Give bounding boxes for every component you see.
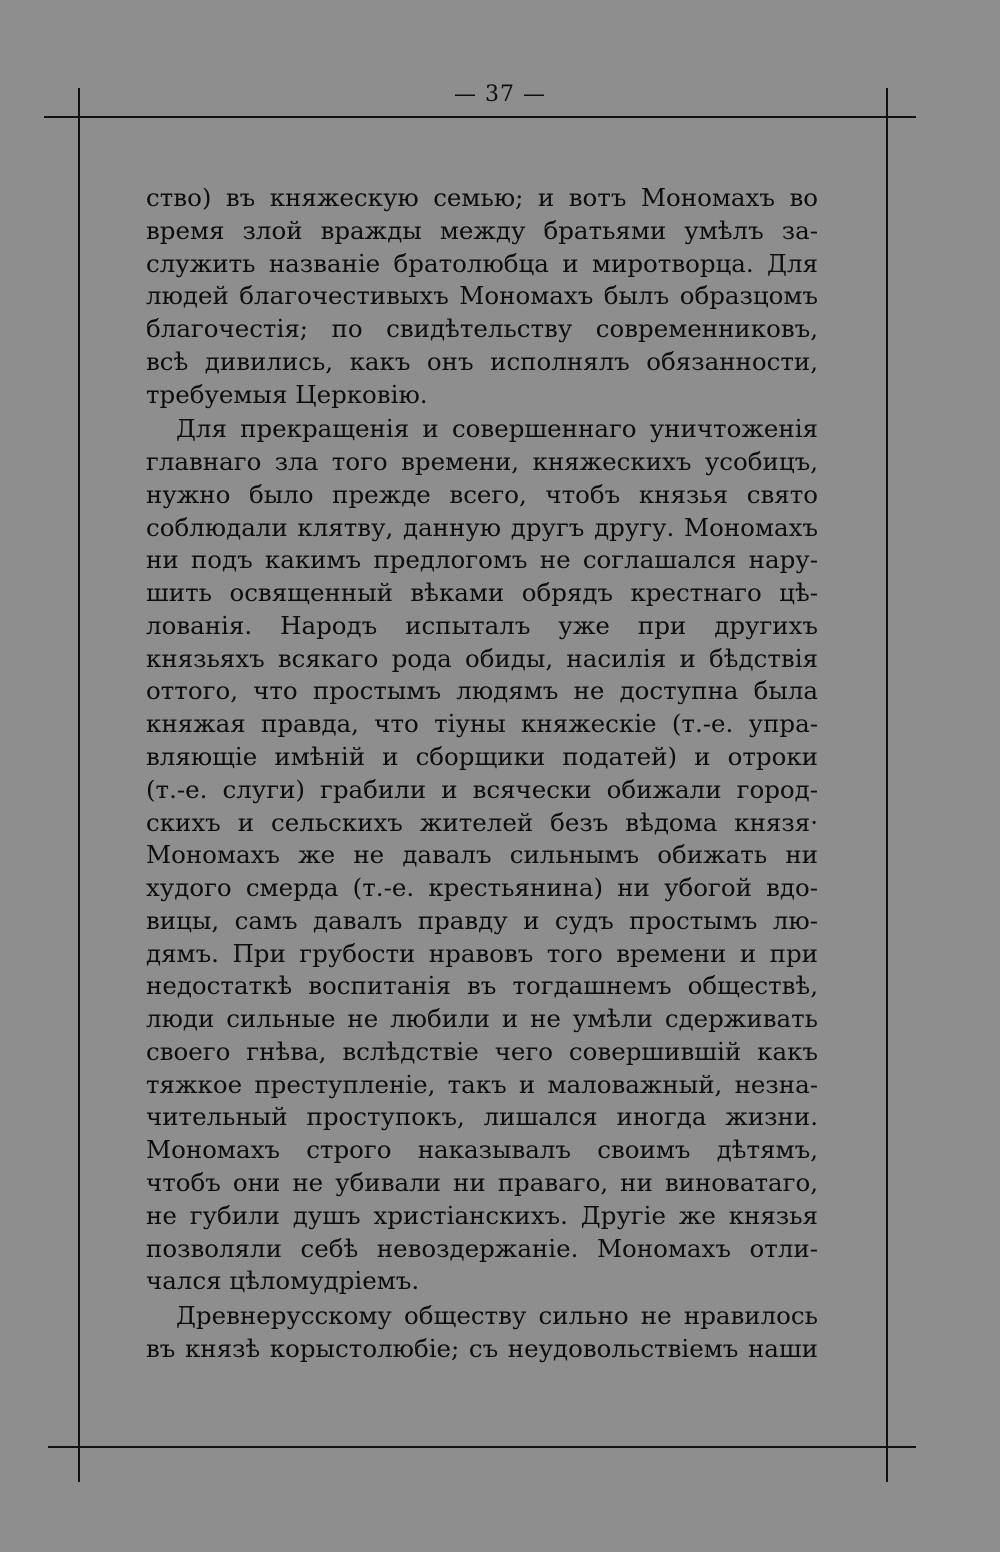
text-line: чался цѣломудріемъ. bbox=[146, 1266, 420, 1296]
text-line: недостаткѣ воспитанія въ тогдашнемъ обществѣ, bbox=[146, 971, 818, 1001]
text-line: ни подъ какимъ предлогомъ не соглашался нару- bbox=[146, 545, 818, 575]
text-line: шить освященный вѣками обрядъ крестнаго цѣ- bbox=[146, 578, 818, 608]
header-rule bbox=[44, 116, 916, 118]
text-line: вляющіе имѣній и сборщики податей) и отроки bbox=[146, 742, 818, 772]
text-line: чтобъ они не убивали ни праваго, ни виноватаго, bbox=[146, 1167, 818, 1197]
text-line: дямъ. При грубости нравовъ того времени и при bbox=[146, 938, 818, 968]
text-line: Для прекращенія и совершеннаго уничтоженія bbox=[176, 414, 818, 444]
text-line: скихъ и сельскихъ жителей безъ вѣдома князя· bbox=[146, 807, 818, 837]
text-line: (т.-е. слуги) грабили и всячески обижали город- bbox=[146, 774, 818, 804]
text-line: худого смерда (т.-е. крестьянина) ни убогой вдо- bbox=[146, 873, 818, 903]
text-line: время злой вражды между братьями умѣлъ за- bbox=[146, 215, 818, 245]
text-line: люди сильные не любили и не умѣли сдерживать bbox=[146, 1004, 818, 1034]
text-line: въ князѣ корыстолюбіе; съ неудовольствіемъ наши bbox=[146, 1333, 818, 1363]
text-line: нужно было прежде всего, чтобъ князья свято bbox=[146, 479, 818, 509]
text-line: лованія. Народъ испыталъ уже при другихъ bbox=[146, 610, 818, 640]
text-line: своего гнѣва, вслѣдствіе чего совершившій какъ bbox=[146, 1036, 818, 1066]
text-line: людей благочестивыхъ Мономахъ былъ образцомъ bbox=[146, 281, 818, 311]
text-line: благочестія; по свидѣтельству современниковъ, bbox=[146, 314, 818, 344]
text-line: тяжкое преступленіе, такъ и маловажный, незна- bbox=[146, 1069, 818, 1099]
text-line: соблюдали клятву, данную другъ другу. Мономахъ bbox=[146, 512, 818, 542]
text-line: главнаго зла того времени, княжескихъ усобицъ, bbox=[146, 447, 818, 477]
text-line: Древнерусскому обществу сильно не нравилось bbox=[176, 1301, 818, 1331]
text-line: оттого, что простымъ людямъ не доступна была bbox=[146, 676, 818, 706]
text-line: требуемыя Церковію. bbox=[146, 379, 428, 409]
text-line: князьяхъ всякаго рода обиды, насилія и бѣдствія bbox=[146, 643, 818, 673]
page-number: — 37 — bbox=[454, 82, 546, 107]
footer-rule bbox=[48, 1446, 916, 1448]
right-frame-line bbox=[886, 88, 888, 1482]
text-line: чительный проступокъ, лишался иногда жизни. bbox=[146, 1102, 818, 1132]
text-line: Мономахъ строго наказывалъ своимъ дѣтямъ, bbox=[146, 1135, 818, 1165]
page-body-text bbox=[146, 182, 818, 1366]
text-line: служить названіе братолюбца и миротворца. Для bbox=[146, 248, 818, 278]
text-line: всѣ дивились, какъ онъ исполнялъ обязанности, bbox=[146, 346, 818, 376]
text-line: Мономахъ же не давалъ сильнымъ обижать ни bbox=[146, 840, 818, 870]
text-line: не губили душъ христіанскихъ. Другіе же князья bbox=[146, 1200, 818, 1230]
left-frame-line bbox=[78, 88, 80, 1482]
text-line: ство) въ княжескую семью; и вотъ Мономахъ во bbox=[146, 183, 818, 212]
text-line: вицы, самъ давалъ правду и судъ простымъ лю- bbox=[146, 905, 818, 935]
text-line: княжая правда, что тіуны княжескіе (т.-е. упра- bbox=[146, 709, 818, 739]
text-line: позволяли себѣ невоздержаніе. Мономахъ отли- bbox=[146, 1233, 818, 1263]
